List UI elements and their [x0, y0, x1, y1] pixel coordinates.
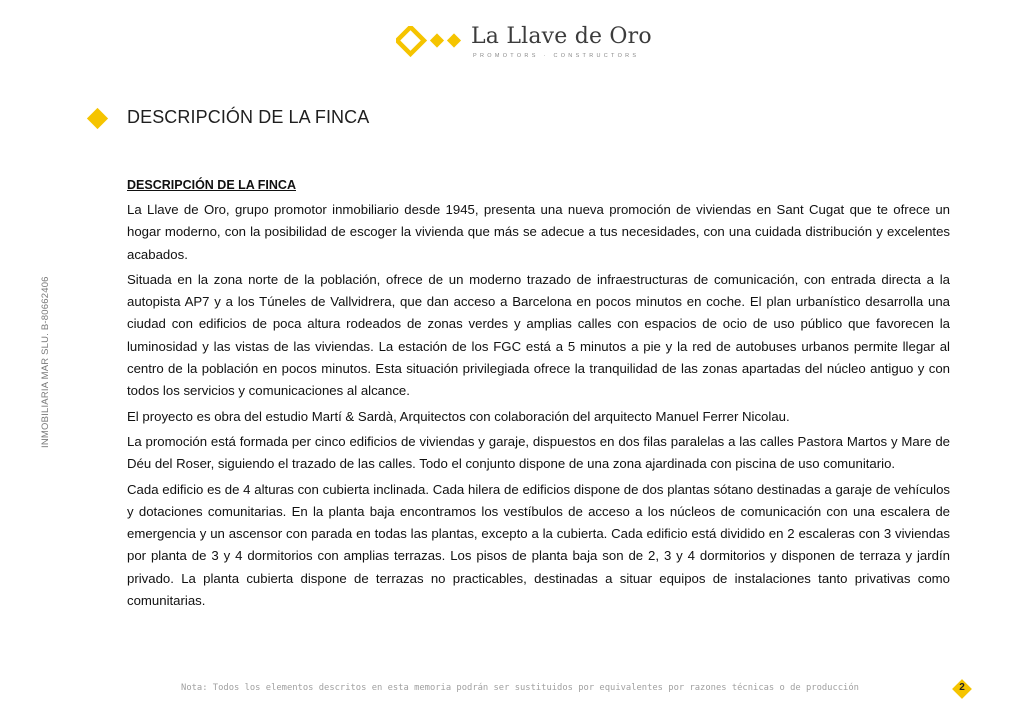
- paragraph-buildings: La promoción está formada per cinco edificios de viviendas y garaje, dispuestos en dos filas paralelas a las calles Pastora Martos y Mare de Déu del Roser, siguiendo el trazado de las calles. Todo el conjunto dispone de una zona ajardinada con piscina de uso comunitario.: [127, 433, 950, 472]
- brand-tagline: PROMOTORS · CONSTRUCTORS: [473, 53, 640, 59]
- key-diamonds-icon: [396, 26, 466, 60]
- page-title: DESCRIPCIÓN DE LA FINCA: [127, 107, 370, 127]
- paragraph-intro: La Llave de Oro, grupo promotor inmobiliario desde 1945, presenta una nueva promoción de viviendas en Sant Cugat que te ofrece un hogar moderno, con la posibilidad de escoger la vivienda que más se adecue a tus necesidades, con una cuidada distribución y excelentes acabados.: [127, 202, 950, 262]
- page-number: 2: [959, 682, 965, 693]
- paragraph-location: Situada en la zona norte de la población, ofrece de un moderno trazado de infraestructuras de comunicación, con entrada directa a la autopista AP7 y a los Túneles de Vallvidrera, que dan acceso a Barcelona en pocos minutos en coche. El plan urbanístico desarrolla una ciudad con edificios de poca altura rodeados de zonas verdes y amplias calles con espacios de ocio de uso público que favorecen la luminosidad y las vistas de las viviendas. La estación de los FGC está a 5 minutos a pie y la red de autobuses urbanos permite llegar al centro de la población en pocos minutos. Esta situación privilegiada ofrece la tranquilidad de las zonas apartadas del núcleo antiguo y con todos los servicios y comunicaciones al alcance.: [127, 271, 950, 399]
- paragraph-architects: El proyecto es obra del estudio Martí & Sardà, Arquitectos con colaboración del arquitecto Manuel Ferrer Nicolau.: [127, 408, 790, 424]
- footer-note: Nota: Todos los elementos descritos en esta memoria podrán ser sustituidos por equivalentes por razones técnicas o de producción: [181, 683, 859, 693]
- paragraph-structure: Cada edificio es de 4 alturas con cubierta inclinada. Cada hilera de edificios dispone de dos plantas sótano destinadas a garaje de vehículos y dotaciones comunitarias. En la planta baja encontramos los vestíbulos de acceso a los núcleos de comunicación con una escalera de emergencia y un ascensor con parada en todas las plantas, excepto a la cubierta. Cada edificio está dividido en 2 escaleras con 3 viviendas por planta de 3 y 4 dormitorios con amplias terrazas. Los pisos de planta baja son de 2, 3 y 4 dormitorios y disponen de terraza y jardín privado. La planta cubierta dispone de terrazas no practicables, destinadas a situar equipos de instalaciones tanto privativas como comunitarias.: [127, 481, 950, 609]
- title-diamond-icon: [87, 108, 108, 129]
- page-number-badge: [952, 679, 972, 699]
- brand-name: La Llave de Oro: [471, 24, 652, 49]
- description-body: [127, 178, 950, 615]
- brand-logo: [396, 22, 652, 62]
- section-subtitle: DESCRIPCIÓN DE LA FINCA: [127, 178, 296, 192]
- side-company-label: INMOBILIARIA MAR SLU. B-80662406: [40, 276, 51, 448]
